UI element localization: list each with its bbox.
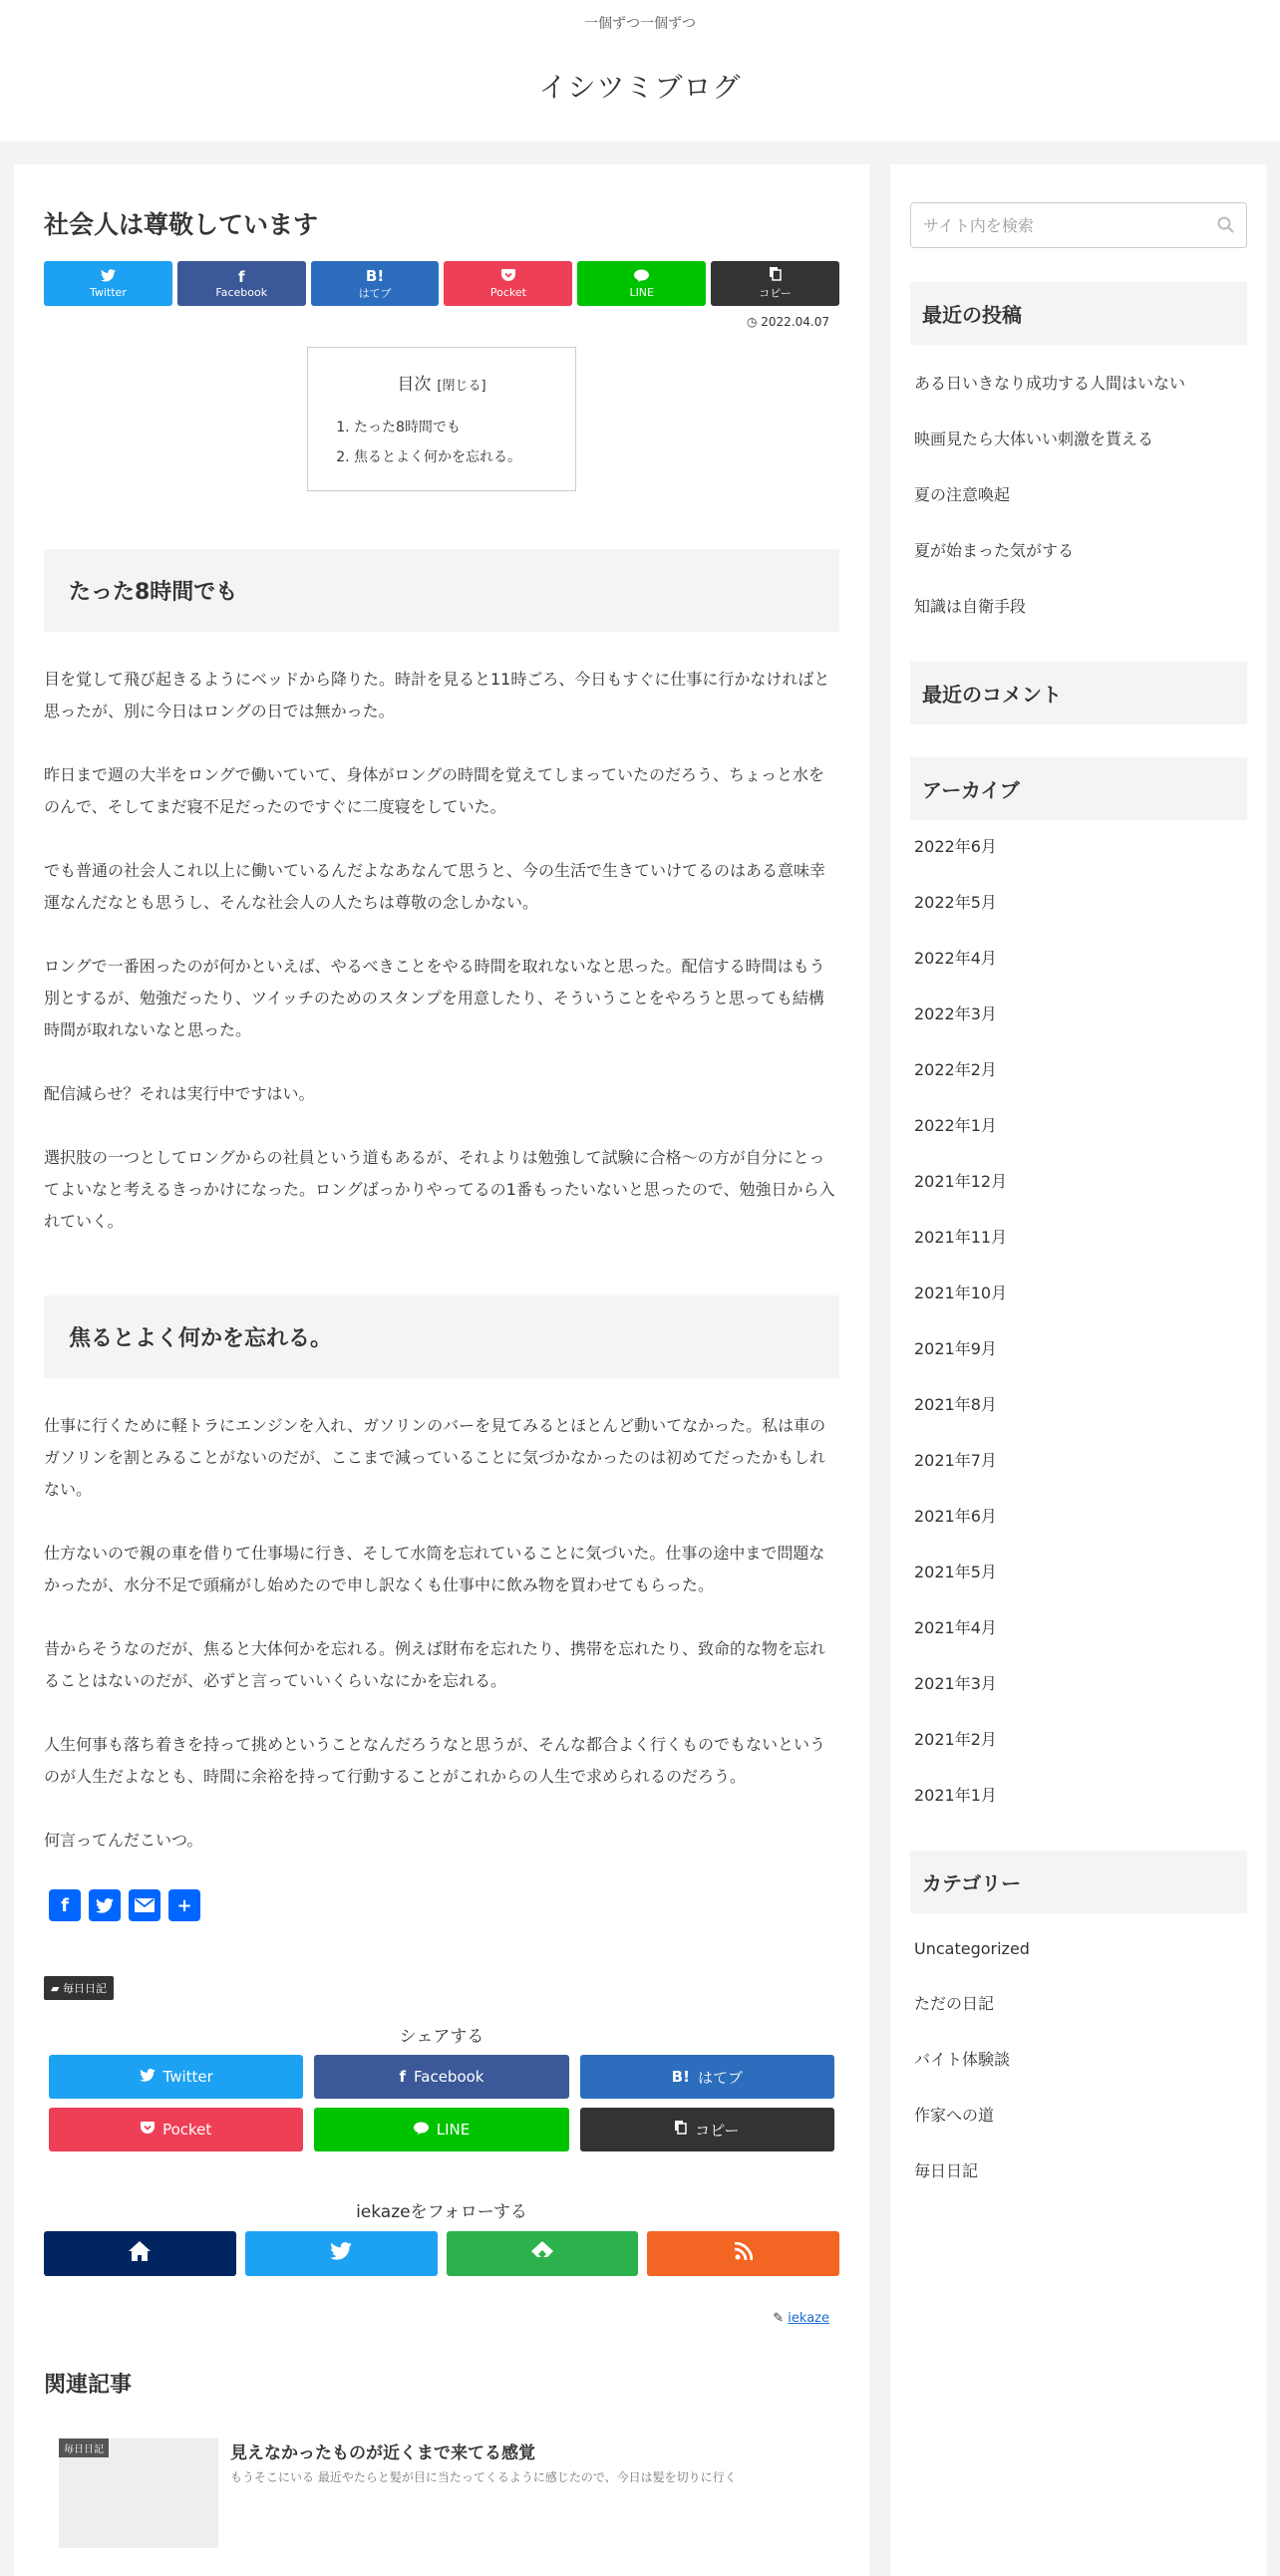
share-hatena-label: はてブ <box>358 286 392 300</box>
share-twitter-button[interactable] <box>44 261 172 306</box>
share-pocket-label: Pocket <box>162 2121 212 2139</box>
search-input[interactable] <box>911 203 1246 247</box>
archive-link[interactable]: 2021年12月 <box>914 1172 1008 1191</box>
share-facebook-button[interactable] <box>314 2055 568 2099</box>
category-link[interactable]: ただの日記 <box>914 1994 995 2013</box>
share-line-button[interactable] <box>577 261 706 306</box>
paragraph: ロングで一番困ったのが何かといえば、やるべきことをやる時間を取れないなと思った。配信する時間はもう別とするが、勉強だったり、ツイッチのためのスタンプを用意したり、そういうことをやろうと思っても結構時間が取れないなと思った。 <box>44 957 825 1039</box>
sns-share-bottom <box>44 2055 839 2151</box>
twitter-icon <box>330 2241 352 2266</box>
follow-home-button[interactable] <box>44 2231 236 2276</box>
twitter-icon <box>101 268 116 286</box>
sidebar <box>890 164 1267 2576</box>
hatena-icon: B! <box>365 266 385 285</box>
archive-link[interactable]: 2021年8月 <box>914 1395 997 1414</box>
copy-icon <box>675 2121 687 2139</box>
paragraph: 仕方ないので親の車を借りて仕事場に行き、そして水筒を忘れていることに気づいた。仕事の途中まで問題なかったが、水分不足で頭痛がし始めたので申し訳なくも仕事中に飲み物を買わせてもらった。 <box>44 1544 825 1594</box>
share-label: シェアする <box>399 2027 484 2047</box>
related-item[interactable] <box>44 2438 839 2548</box>
share-twitter-label: Twitter <box>162 2068 213 2086</box>
recent-post-link[interactable]: 映画見たら大体いい刺激を貰える <box>914 429 1154 448</box>
section-heading: 焦るとよく何かを忘れる。 <box>44 1295 839 1378</box>
facebook-icon: f <box>399 2068 407 2086</box>
related-thumbnail[interactable] <box>59 2438 218 2548</box>
share-pocket-button[interactable] <box>49 2108 303 2151</box>
toc-toggle[interactable]: [閉じる] <box>437 379 486 394</box>
categories-list <box>910 1939 1247 2181</box>
share-line-label: LINE <box>436 2121 471 2139</box>
addtoany-share-icons <box>49 1889 839 1921</box>
site-header <box>0 0 1280 142</box>
archive-link[interactable]: 2022年1月 <box>914 1116 997 1135</box>
share-plus-icon[interactable]: + <box>168 1889 200 1921</box>
category-link[interactable]: 毎日日記 <box>914 2161 979 2180</box>
related-item-snippet: もうそこにいる 最近やたらと髪が目に当たってくるように感じたので、今日は髪を切りに行く <box>230 2470 737 2484</box>
toc-title-row <box>328 370 555 395</box>
hatena-icon: B! <box>671 2068 690 2086</box>
twitter-icon[interactable] <box>89 1889 121 1921</box>
share-line-button[interactable] <box>314 2108 568 2151</box>
category-tag-label: 毎日日記 <box>62 1982 107 1995</box>
archive-link[interactable]: 2021年9月 <box>914 1339 997 1358</box>
archive-link[interactable]: 2021年7月 <box>914 1451 997 1470</box>
search-box <box>910 202 1247 248</box>
paragraph: 仕事に行くために軽トラにエンジンを入れ、ガソリンのバーを見てみるとほとんど動いてなかった。私は車のガソリンを割とみることがないのだが、ここまで減っていることに気づかなかったのは初めてだったかもしれない。 <box>44 1416 826 1499</box>
share-copy-button[interactable] <box>580 2108 834 2151</box>
line-icon <box>634 268 649 286</box>
recent-post-link[interactable]: 夏が始まった気がする <box>914 541 1075 560</box>
archive-link[interactable]: 2022年3月 <box>914 1004 997 1023</box>
facebook-icon[interactable]: f <box>49 1889 81 1921</box>
archive-link[interactable]: 2021年6月 <box>914 1507 997 1526</box>
share-hatena-label: はてブ <box>697 2068 743 2087</box>
article-main <box>14 164 869 2576</box>
paragraph: 昔からそうなのだが、焦ると大体何かを忘れる。例えば財布を忘れたり、携帯を忘れたり、致命的な物を忘れることはないのだが、必ずと言っていいくらいなにかを忘れる。 <box>44 1639 826 1690</box>
follow-rss-button[interactable] <box>647 2231 839 2276</box>
paragraph: 昨日まで週の大半をロングで働いていて、身体がロングの時間を覚えてしまっていたのだろう、ちょっと水をのんで、そしてまだ寝不足だったのですぐに二度寝をしていた。 <box>44 765 825 816</box>
feedly-icon <box>531 2241 553 2267</box>
archive-link[interactable]: 2021年10月 <box>914 1284 1008 1302</box>
recent-posts-title: 最近の投稿 <box>910 282 1247 345</box>
author-line <box>44 2311 839 2326</box>
archive-link[interactable]: 2021年4月 <box>914 1618 997 1637</box>
toc-list <box>328 413 555 472</box>
archive-link[interactable]: 2022年5月 <box>914 893 997 912</box>
search-icon[interactable] <box>1217 216 1234 233</box>
toc-item[interactable]: 2. 焦るとよく何かを忘れる。 <box>354 442 555 472</box>
category-link[interactable]: 作家への道 <box>914 2106 995 2125</box>
archives-list <box>910 834 1247 1806</box>
paragraph: 配信減らせ？それは実行中ですはい。 <box>44 1084 315 1103</box>
pocket-icon <box>141 2121 155 2139</box>
archives-title: アーカイブ <box>910 757 1247 820</box>
recent-post-link[interactable]: ある日いきなり成功する人間はいない <box>914 374 1186 393</box>
share-twitter-label: Twitter <box>89 286 127 299</box>
folder-icon: ▰ <box>51 1982 63 1995</box>
recent-comments-title: 最近のコメント <box>910 662 1247 724</box>
facebook-icon: f <box>237 268 245 286</box>
archive-link[interactable]: 2021年3月 <box>914 1674 997 1693</box>
categories-title: カテゴリー <box>910 1851 1247 1913</box>
share-hatena-button[interactable] <box>311 261 440 306</box>
category-link[interactable]: バイト体験談 <box>914 2050 1011 2069</box>
archive-link[interactable]: 2021年11月 <box>914 1228 1008 1247</box>
archive-link[interactable]: 2021年1月 <box>914 1786 997 1805</box>
recent-post-link[interactable]: 夏の注意喚起 <box>914 485 1011 504</box>
related-item-title[interactable]: 見えなかったものが近くまで来てる感覚 <box>230 2443 535 2463</box>
archive-link[interactable]: 2021年5月 <box>914 1563 997 1581</box>
rss-icon <box>735 2241 753 2266</box>
share-hatena-button[interactable] <box>580 2055 834 2099</box>
email-icon[interactable] <box>129 1889 160 1921</box>
follow-buttons <box>44 2231 839 2276</box>
share-facebook-button[interactable] <box>177 261 306 306</box>
toc-item[interactable]: 1. たった8時間でも <box>354 413 555 442</box>
recent-posts-list <box>910 371 1247 617</box>
paragraph: 目を覚して飛び起きるようにベッドから降りた。時計を見ると11時ごろ、今日もすぐに仕事に行かなければと思ったが、別に今日はロングの日では無かった。 <box>44 670 830 720</box>
paragraph: 選択肢の一つとしてロングからの社員という道もあるが、それよりは勉強して試験に合格〜の方が自分にとってよいなと考えるきっかけになった。ロングばっかりやってるの1番もったいないと思ったので、勉強日から入れていく。 <box>44 1148 835 1231</box>
table-of-contents <box>307 347 576 491</box>
sns-share-top <box>44 261 839 306</box>
section-heading: たった8時間でも <box>44 549 839 632</box>
line-icon <box>414 2121 429 2139</box>
site-title[interactable]: イシツミブログ <box>538 71 742 104</box>
archive-link[interactable]: 2021年2月 <box>914 1730 997 1749</box>
pencil-icon: ✎ <box>773 2311 789 2326</box>
clock-icon: ◷ <box>746 315 762 329</box>
follow-label: iekazeをフォローする <box>356 2202 527 2222</box>
paragraph: 人生何事も落ち着きを持って挑めということなんだろうなと思うが、そんな都合よく行くものでもないというのが人生だよなとも、時間に余裕を持って行動することがこれからの人生で求められるのだろう。 <box>44 1735 826 1786</box>
share-copy-label: コピー <box>695 2121 740 2140</box>
related-text <box>230 2438 737 2548</box>
paragraph: でも普通の社会人これ以上に働いているんだよなあなんて思うと、今の生活で生きていけてるのはある意味幸運なんだなとも思うし、そんな社会人の人たちは尊敬の念しかない。 <box>44 861 826 912</box>
share-pocket-label: Pocket <box>489 286 526 299</box>
archive-link[interactable]: 2022年2月 <box>914 1060 997 1079</box>
related-category-tag: 毎日日記 <box>59 2438 109 2457</box>
share-copy-label: コピー <box>759 286 792 300</box>
related-title: 関連記事 <box>44 2373 133 2398</box>
site-tagline: 一個ずつ一個ずつ <box>584 16 696 32</box>
archive-link[interactable]: 2022年4月 <box>914 949 997 968</box>
share-facebook-label: Facebook <box>414 2068 484 2086</box>
share-line-label: LINE <box>629 286 654 299</box>
share-twitter-button[interactable] <box>49 2055 303 2099</box>
post-date <box>44 315 839 329</box>
share-copy-button[interactable] <box>711 261 839 306</box>
article-title: 社会人は尊敬しています <box>44 210 319 239</box>
author-link[interactable]: iekaze <box>788 2311 829 2326</box>
copy-icon <box>770 267 782 285</box>
category-link[interactable]: Uncategorized <box>914 1939 1030 1958</box>
toc-title: 目次 <box>397 375 432 395</box>
paragraph: 何言ってんだこいつ。 <box>44 1831 203 1850</box>
post-date-text: 2022.04.07 <box>761 315 829 329</box>
follow-feedly-button[interactable] <box>447 2231 639 2276</box>
twitter-icon <box>140 2068 156 2086</box>
recent-post-link[interactable]: 知識は自衛手段 <box>914 597 1027 616</box>
archive-link[interactable]: 2022年6月 <box>914 837 997 856</box>
share-pocket-button[interactable] <box>444 261 572 306</box>
home-icon <box>129 2241 151 2267</box>
follow-twitter-button[interactable] <box>245 2231 438 2276</box>
category-tag[interactable] <box>44 1976 114 2000</box>
share-facebook-label: Facebook <box>215 286 268 299</box>
pocket-icon <box>501 268 515 286</box>
